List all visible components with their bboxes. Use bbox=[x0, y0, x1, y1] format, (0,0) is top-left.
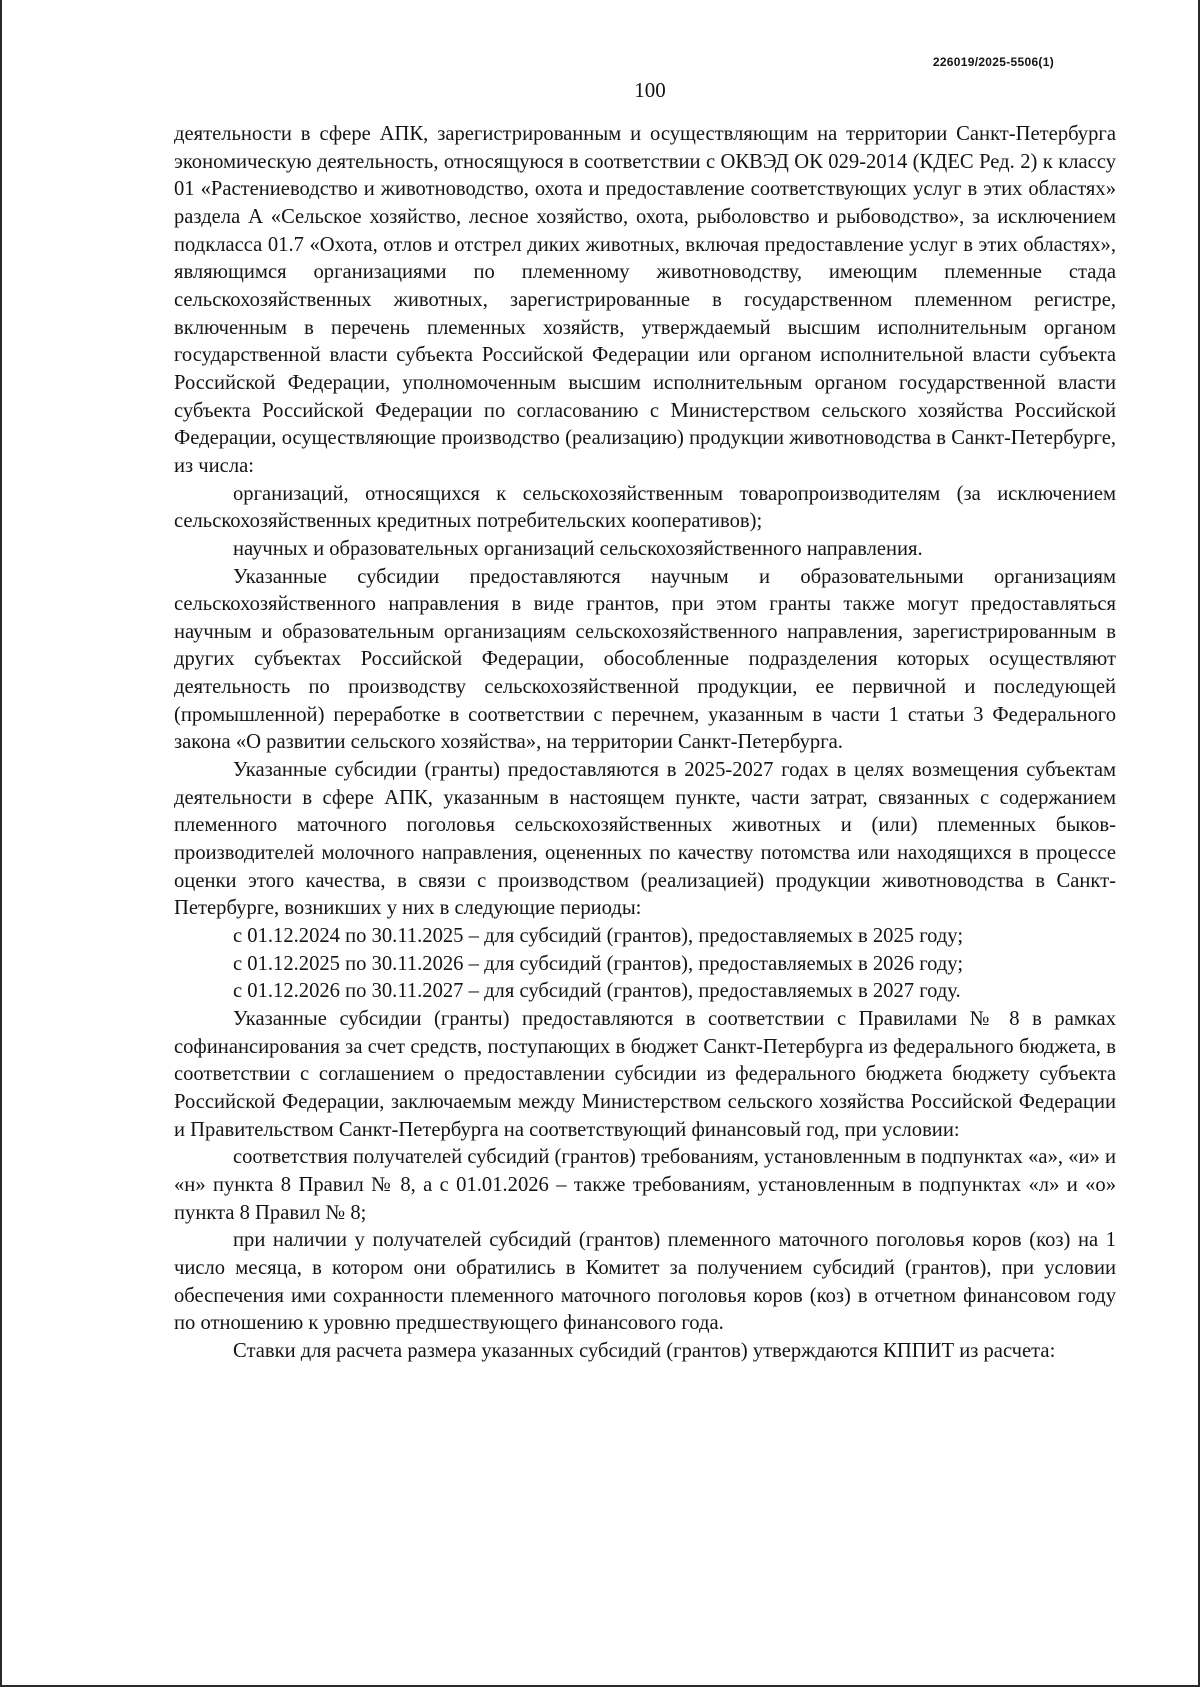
document-id: 226019/2025-5506(1) bbox=[932, 55, 1054, 69]
paragraph-continuation: деятельности в сфере АПК, зарегистрированным и осуществляющим на территории Санкт-Петербурга экономическую деятельность, относящуюся в соответствии с ОКВЭД ОК 029-2014 (КДЕС Ред. 2) к классу 01 «Растениеводство и животноводство, охота и предоставление соответствующих услуг в этих областях» раздела А «Сельское хозяйство, лесное хозяйство, охота, рыболовство и рыбоводство», за исключением подкласса 01.7 «Охота, отлов и отстрел диких животных, включая предоставление услуг в этих областях», являющимся организациями по племенному животноводству, имеющим племенные стада сельскохозяйственных животных, зарегистрированные в государственном племенном регистре, включенным в перечень племенных хозяйств, утверждаемый высшим исполнительным органом государственной власти субъекта Российской Федерации или органом исполнительной власти субъекта Российской Федерации, уполномоченным высшим исполнительным органом государственной власти субъекта Российской Федерации по согласованию с Министерством сельского хозяйства Российской Федерации, осуществляющие производство (реализацию) продукции животноводства в Санкт-Петербурге, из числа: bbox=[174, 123, 1116, 477]
paragraph: Указанные субсидии (гранты) предоставляются в 2025-2027 годах в целях возмещения субъектам деятельности в сфере АПК, указанным в настоящем пункте, части затрат, связанных с содержанием племенного маточного поголовья сельскохозяйственных животных и (или) племенных быков-производителей молочного направления, оцененных по качеству потомства или находящихся в процессе оценки этого качества, в связи с производством (реализацией) продукции животноводства в Санкт-Петербурге, возникших у них в следующие периоды: bbox=[174, 759, 1116, 920]
paragraph-condition-item: соответствия получателей субсидий (грантов) требованиям, установленным в подпунктах «а», «и» и «н» пункта 8 Правил № 8, а с 01.01.2026 – также требованиям, установленным в подпунктах «л» и «о» пункта 8 Правил № 8; bbox=[174, 1146, 1116, 1224]
paragraph-list-item: научных и образовательных организаций сельскохозяйственного направления. bbox=[233, 537, 923, 560]
document-body bbox=[174, 121, 1116, 1366]
paragraph-condition-item: при наличии у получателей субсидий (грантов) племенного маточного поголовья коров (коз) на 1 число месяца, в котором они обратились в Комитет за получением субсидий (грантов), при условии обеспечения ими сохранности племенного маточного поголовья коров (коз) в отчетном финансовом году по отношению к уровню предшествующего финансового года. bbox=[174, 1229, 1116, 1335]
paragraph: Указанные субсидии (гранты) предоставляются в соответствии с Правилами № 8 в рамках софинансирования за счет средств, поступающих в бюджет Санкт-Петербурга из федерального бюджета, в соответствии с соглашением о предоставлении субсидии из федерального бюджета бюджету субъекта Российской Федерации, заключаемым между Министерством сельского хозяйства Российской Федерации и Правительством Санкт-Петербурга на соответствующий финансовый год, при условии: bbox=[174, 1008, 1116, 1141]
paragraph-list-item: организаций, относящихся к сельскохозяйственным товаропроизводителям (за исключением сельскохозяйственных кредитных потребительских кооперативов); bbox=[174, 482, 1116, 533]
paragraph-period-item: с 01.12.2026 по 30.11.2027 – для субсидий (грантов), предоставляемых в 2027 году. bbox=[233, 980, 961, 1003]
paragraph: Указанные субсидии предоставляются научным и образовательными организациям сельскохозяйственного направления в виде грантов, при этом гранты также могут предоставляться научным и образовательным организациям сельскохозяйственного направления, зарегистрированным в других субъектах Российской Федерации, обособленные подразделения которых осуществляют деятельность по производству сельскохозяйственной продукции, ее первичной и последующей (промышленной) переработке в соответствии с перечнем, указанным в части 1 статьи 3 Федерального закона «О развитии сельского хозяйства», на территории Санкт-Петербурга. bbox=[174, 565, 1116, 754]
paragraph-period-item: с 01.12.2025 по 30.11.2026 – для субсидий (грантов), предоставляемых в 2026 году; bbox=[233, 952, 964, 975]
page-number: 100 bbox=[634, 78, 666, 102]
paragraph: Ставки для расчета размера указанных субсидий (грантов) утверждаются КППИТ из расчета: bbox=[233, 1339, 1056, 1362]
paragraph-period-item: с 01.12.2024 по 30.11.2025 – для субсидий (грантов), предоставляемых в 2025 году; bbox=[233, 925, 964, 948]
